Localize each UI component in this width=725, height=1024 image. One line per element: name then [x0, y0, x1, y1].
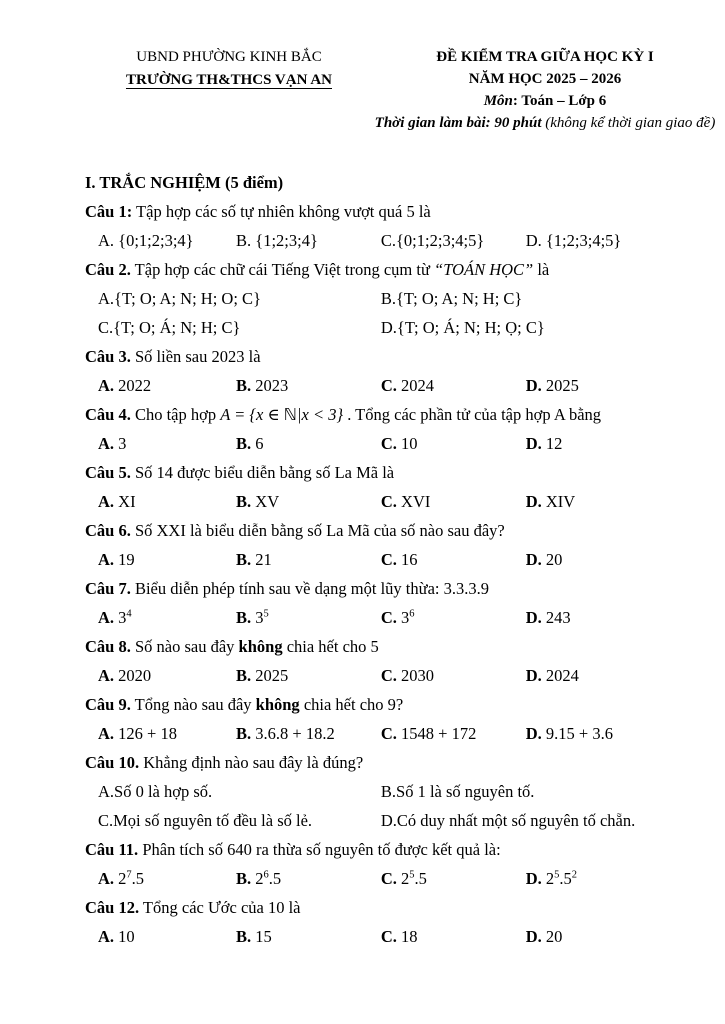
text-segment: . Tổng các phần tử của tập hợp A bằng	[343, 405, 602, 424]
text-segment: 2022	[114, 376, 152, 395]
text-segment: 126 + 18	[114, 724, 177, 743]
option-letter: B.	[380, 289, 397, 308]
text-segment: {T; O; A; N; H; O; C}	[114, 289, 261, 308]
question-10-option-D	[381, 806, 717, 835]
question-3-text	[85, 342, 717, 371]
exam-duration	[373, 112, 717, 134]
option-letter: A.	[98, 608, 115, 627]
option-letter: B.	[236, 666, 252, 685]
text-segment: 2	[114, 869, 127, 888]
question-8-option-D	[526, 661, 717, 690]
option-letter: C.	[380, 869, 397, 888]
option-letter: D.	[525, 376, 542, 395]
question-3-option-D	[526, 371, 717, 400]
text-segment: 21	[251, 550, 272, 569]
question-6-option-B	[236, 545, 381, 574]
question-4-option-D	[526, 429, 717, 458]
question-10-label: Câu 10.	[85, 753, 140, 772]
text-segment: 6	[263, 869, 269, 881]
text-segment: 2030	[396, 666, 435, 685]
option-letter: B.	[236, 608, 252, 627]
option-letter: D.	[525, 550, 542, 569]
question-3-option-B	[236, 371, 381, 400]
text-segment: 2025	[541, 376, 579, 395]
text-segment: Số liền sau 2023 là	[130, 347, 261, 366]
question-9-label: Câu 9.	[85, 695, 131, 714]
subject-label: Môn	[483, 93, 513, 109]
question-9-text	[85, 690, 717, 719]
text-segment: Số 0 là hợp số.	[114, 782, 213, 801]
text-segment: 3	[251, 608, 264, 627]
question-2-option-A	[98, 284, 381, 313]
question-9-option-A	[98, 719, 236, 748]
question-3-options	[85, 371, 717, 400]
question-5-text	[85, 458, 717, 487]
option-letter: C.	[380, 550, 397, 569]
text-segment: Số XXI là biểu diễn bằng số La Mã của số nào sau đây?	[130, 521, 505, 540]
question-7-option-C	[381, 603, 526, 632]
duration-note: (không kể thời gian giao đề)	[545, 115, 716, 131]
text-segment: chia hết cho 5	[282, 637, 379, 656]
option-letter: C.	[380, 376, 397, 395]
option-letter: A.	[98, 231, 115, 250]
option-letter: B.	[236, 376, 252, 395]
subject-value: : Toán – Lớp 6	[512, 93, 607, 109]
option-letter: A.	[98, 782, 115, 801]
text-segment: .5	[414, 869, 427, 888]
option-letter: A.	[98, 724, 115, 743]
text-segment: 3	[396, 608, 410, 627]
question-4-option-B	[236, 429, 381, 458]
exam-header	[85, 46, 717, 134]
text-segment: 2025	[251, 666, 289, 685]
question-11-text	[85, 835, 717, 864]
question-10-text	[85, 748, 717, 777]
question-2-text	[85, 255, 717, 284]
question-12-option-C	[381, 922, 526, 951]
text-segment: Mọi số nguyên tố đều là số lẻ.	[113, 811, 313, 830]
question-2-option-B	[381, 284, 717, 313]
question-11-option-C	[381, 864, 526, 893]
question-12-option-B	[236, 922, 381, 951]
text-segment: XI	[114, 492, 136, 511]
question-9-option-C	[381, 719, 526, 748]
duration-main: Thời gian làm bài: 90 phút	[374, 115, 546, 131]
text-segment: 20	[541, 927, 563, 946]
text-segment: 2	[251, 869, 264, 888]
option-letter: A.	[98, 289, 115, 308]
option-letter: B.	[380, 782, 397, 801]
question-8-option-C	[381, 661, 526, 690]
issuing-authority: UBND PHƯỜNG KINH BẮC	[136, 49, 322, 65]
option-letter: B.	[236, 492, 252, 511]
header-right-block	[373, 46, 717, 134]
option-letter: A.	[98, 869, 115, 888]
text-segment: là	[533, 260, 550, 279]
text-segment: Tổng các Ước của 10 là	[139, 898, 301, 917]
text-segment: {0;1;2;3;4}	[114, 231, 194, 250]
text-segment: 3	[114, 434, 127, 453]
option-letter: C.	[98, 811, 114, 830]
text-segment: 2	[571, 869, 578, 881]
text-segment: Biểu diễn phép tính sau về dạng một lũy thừa: 3.3.3.9	[130, 579, 489, 598]
exam-title: ĐỀ KIỂM TRA GIỮA HỌC KỲ I	[436, 49, 654, 65]
question-12-label: Câu 12.	[85, 898, 140, 917]
question-11-label: Câu 11.	[85, 840, 139, 859]
text-segment: Số nào sau đây	[130, 637, 239, 656]
text-segment: không	[255, 695, 300, 714]
text-segment: .5	[268, 869, 282, 888]
question-3-option-A	[98, 371, 236, 400]
option-letter: A.	[98, 927, 115, 946]
header-left-block	[85, 46, 373, 92]
text-segment: 2020	[114, 666, 152, 685]
question-2-options	[85, 284, 717, 342]
option-letter: D.	[525, 666, 542, 685]
text-segment: Tập hợp các chữ cái Tiếng Việt trong cụm từ	[130, 260, 435, 279]
questions	[85, 197, 717, 951]
text-segment: XV	[251, 492, 280, 511]
text-segment: 5	[263, 608, 269, 620]
option-letter: A.	[98, 376, 115, 395]
option-letter: C.	[380, 608, 397, 627]
text-segment: 3.6.8 + 18.2	[251, 724, 335, 743]
question-6-option-C	[381, 545, 526, 574]
question-1-option-D	[526, 226, 717, 255]
text-segment: 4	[126, 608, 132, 620]
question-5-option-A	[98, 487, 236, 516]
text-segment: 15	[251, 927, 272, 946]
text-segment: A = {x ∈ ℕ|x < 3}	[220, 405, 344, 424]
question-3-option-C	[381, 371, 526, 400]
question-7-option-D	[526, 603, 717, 632]
question-12-text	[85, 893, 717, 922]
exam-subject	[373, 90, 717, 112]
text-segment: 10	[114, 927, 135, 946]
question-12-option-A	[98, 922, 236, 951]
question-11-option-B	[236, 864, 381, 893]
question-1-label: Câu 1:	[85, 202, 133, 221]
text-segment: {1;2;3;4}	[251, 231, 318, 250]
question-11-option-A	[98, 864, 236, 893]
school-name: TRƯỜNG TH&THCS VẠN AN	[125, 72, 332, 88]
question-10-option-B	[381, 777, 717, 806]
question-12-options	[85, 922, 717, 951]
text-segment: 2	[396, 869, 410, 888]
option-letter: C.	[380, 666, 397, 685]
question-11-option-D	[526, 864, 717, 893]
question-2-option-C	[98, 313, 381, 342]
option-letter: C.	[98, 318, 114, 337]
option-letter: D.	[380, 811, 397, 830]
text-segment: {T; O; Á; N; H; C}	[113, 318, 241, 337]
question-8-option-B	[236, 661, 381, 690]
text-segment: Tổng nào sau đây	[130, 695, 256, 714]
question-12-option-D	[526, 922, 717, 951]
option-letter: B.	[236, 724, 252, 743]
text-segment: 20	[541, 550, 563, 569]
text-segment: 1548 + 172	[396, 724, 477, 743]
question-10-options	[85, 777, 717, 835]
option-letter: C.	[380, 492, 397, 511]
text-segment: Số 1 là số nguyên tố.	[396, 782, 535, 801]
question-1-option-A	[98, 226, 236, 255]
text-segment: Tập hợp các số tự nhiên không vượt quá 5 là	[132, 202, 431, 221]
question-8-option-A	[98, 661, 236, 690]
option-letter: C.	[380, 927, 397, 946]
option-letter: A.	[98, 434, 115, 453]
question-7-text	[85, 574, 717, 603]
question-6-options	[85, 545, 717, 574]
question-7-label: Câu 7.	[85, 579, 131, 598]
question-4-text	[85, 400, 717, 429]
text-segment: 10	[396, 434, 418, 453]
text-segment: {1;2;3;4;5}	[541, 231, 622, 250]
question-7-option-A	[98, 603, 236, 632]
option-letter: B.	[236, 231, 252, 250]
question-5-options	[85, 487, 717, 516]
text-segment: {0;1;2;3;4;5}	[396, 231, 485, 250]
question-5-option-D	[526, 487, 717, 516]
question-3-label: Câu 3.	[85, 347, 131, 366]
question-1-option-C	[381, 226, 526, 255]
text-segment: 12	[541, 434, 563, 453]
option-letter: D.	[380, 318, 397, 337]
option-letter: D.	[525, 608, 542, 627]
section-title: I. TRẮC NGHIỆM (5 điểm)	[85, 173, 284, 192]
text-segment: 19	[114, 550, 135, 569]
exam-school-year: NĂM HỌC 2025 – 2026	[468, 71, 622, 87]
question-4-label: Câu 4.	[85, 405, 131, 424]
option-letter: A.	[98, 492, 115, 511]
text-segment: .5	[131, 869, 145, 888]
option-letter: D.	[525, 869, 542, 888]
text-segment: 7	[126, 869, 132, 881]
text-segment: {T; O; A; N; H; C}	[396, 289, 523, 308]
text-segment: 5	[554, 869, 560, 881]
option-letter: C.	[380, 434, 397, 453]
text-segment: 18	[396, 927, 418, 946]
question-4-options	[85, 429, 717, 458]
question-6-option-D	[526, 545, 717, 574]
option-letter: A.	[98, 550, 115, 569]
option-letter: D.	[525, 434, 542, 453]
question-4-option-C	[381, 429, 526, 458]
text-segment: Cho tập hợp	[130, 405, 221, 424]
option-letter: D.	[525, 231, 542, 250]
question-1-options	[85, 226, 717, 255]
text-segment: 6	[409, 608, 415, 620]
question-5-option-C	[381, 487, 526, 516]
text-segment: 16	[396, 550, 418, 569]
question-8-text	[85, 632, 717, 661]
text-segment: 2024	[396, 376, 435, 395]
text-segment: XIV	[541, 492, 576, 511]
question-5-label: Câu 5.	[85, 463, 131, 482]
question-10-option-A	[98, 777, 381, 806]
question-7-options	[85, 603, 717, 632]
question-7-option-B	[236, 603, 381, 632]
text-segment: chia hết cho 9?	[299, 695, 404, 714]
option-letter: B.	[236, 434, 252, 453]
question-9-option-B	[236, 719, 381, 748]
text-segment: 6	[251, 434, 264, 453]
option-letter: B.	[236, 869, 252, 888]
option-letter: D.	[525, 724, 542, 743]
text-segment: 243	[541, 608, 571, 627]
question-1-option-B	[236, 226, 381, 255]
option-letter: C.	[380, 724, 397, 743]
text-segment: 3	[114, 608, 127, 627]
text-segment: .5	[559, 869, 572, 888]
question-11-options	[85, 864, 717, 893]
question-10-option-C	[98, 806, 381, 835]
text-segment: 2023	[251, 376, 289, 395]
question-9-options	[85, 719, 717, 748]
question-6-option-A	[98, 545, 236, 574]
question-9-option-D	[526, 719, 717, 748]
question-2-label: Câu 2.	[85, 260, 131, 279]
text-segment: Số 14 được biểu diễn bằng số La Mã là	[130, 463, 395, 482]
text-segment: 2024	[541, 666, 579, 685]
text-segment: 5	[409, 869, 415, 881]
option-letter: A.	[98, 666, 115, 685]
text-segment: 2	[541, 869, 555, 888]
question-8-label: Câu 8.	[85, 637, 131, 656]
question-2-option-D	[381, 313, 717, 342]
option-letter: B.	[236, 550, 252, 569]
question-5-option-B	[236, 487, 381, 516]
text-segment: XVI	[396, 492, 431, 511]
text-segment: {T; O; Á; N; H; Ọ; C}	[396, 318, 545, 337]
text-segment: “TOÁN HỌC”	[434, 260, 534, 279]
option-letter: C.	[380, 231, 397, 250]
option-letter: B.	[236, 927, 252, 946]
text-segment: Phân tích số 640 ra thừa số nguyên tố được kết quả là:	[138, 840, 501, 859]
question-1-text	[85, 197, 717, 226]
text-segment: Khẳng định nào sau đây là đúng?	[139, 753, 364, 772]
option-letter: D.	[525, 492, 542, 511]
option-letter: D.	[525, 927, 542, 946]
question-6-text	[85, 516, 717, 545]
question-4-option-A	[98, 429, 236, 458]
question-8-options	[85, 661, 717, 690]
text-segment: không	[238, 637, 283, 656]
text-segment: 9.15 + 3.6	[541, 724, 613, 743]
question-6-label: Câu 6.	[85, 521, 131, 540]
text-segment: Có duy nhất một số nguyên tố chẵn.	[396, 811, 636, 830]
